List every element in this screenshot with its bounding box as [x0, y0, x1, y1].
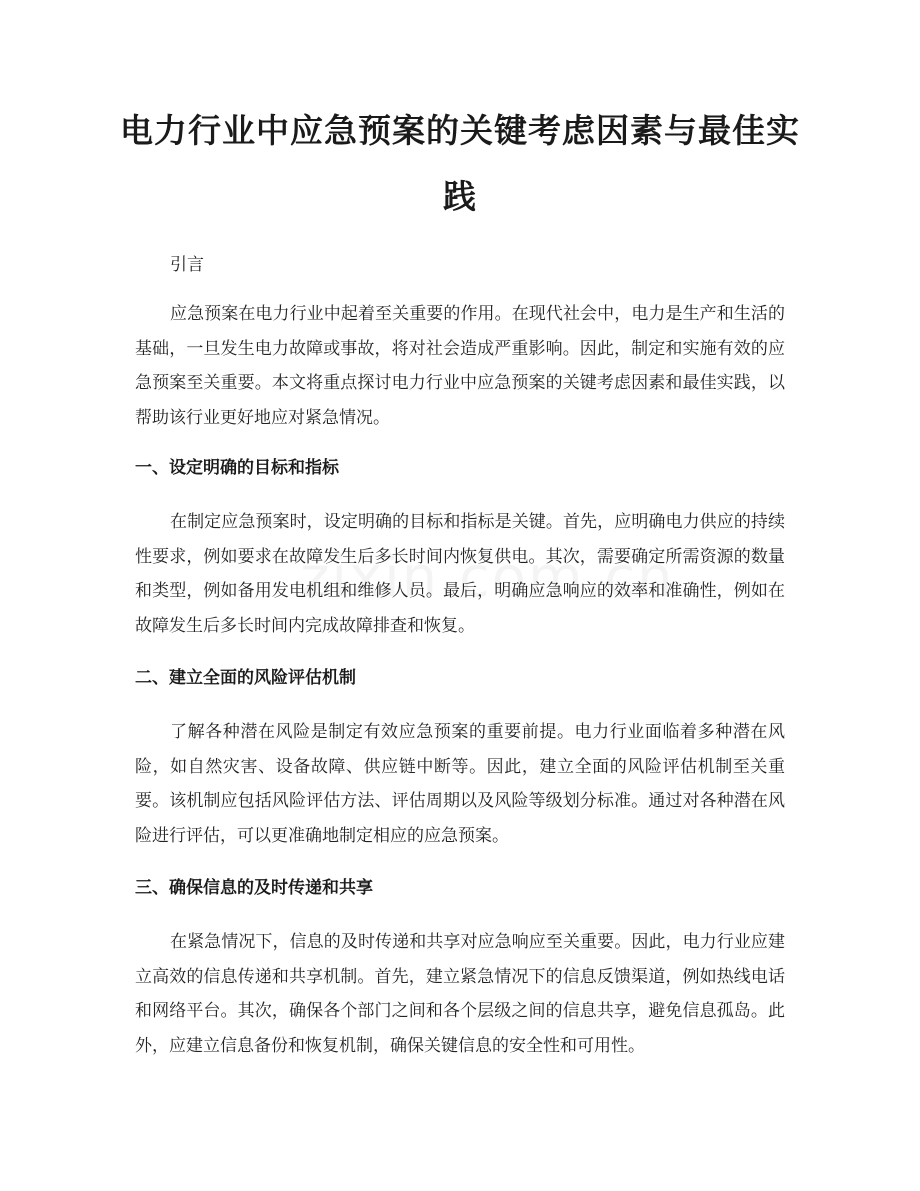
- section-2-paragraph: 了解各种潜在风险是制定有效应急预案的重要前提。电力行业面临着多种潜在风险，如自然灾害、设备故障、供应链中断等。因此，建立全面的风险评估机制至关重要。该机制应包括风险评估方法、评估周期以及风险等级划分标准。通过对各种潜在风险进行评估，可以更准确地制定相应的应急预案。: [135, 722, 785, 846]
- section-2-heading: 二、建立全面的风险评估机制: [135, 668, 356, 688]
- section-1-paragraph: 在制定应急预案时，设定明确的目标和指标是关键。首先，应明确电力供应的持续性要求，例如要求在故障发生后多长时间内恢复供电。其次，需要确定所需资源的数量和类型，例如备用发电机组和维修人员。最后，明确应急响应的效率和准确性，例如在故障发生后多长时间内完成故障排查和恢复。: [135, 512, 785, 636]
- section-3-heading: 三、确保信息的及时传递和共享: [135, 878, 373, 898]
- section-1-heading: 一、设定明确的目标和指标: [135, 458, 339, 478]
- intro-label: 引言: [170, 255, 204, 275]
- document-title: 电力行业中应急预案的关键考虑因素与最佳实践: [120, 111, 800, 216]
- section-3-paragraph: 在紧急情况下，信息的及时传递和共享对应急响应至关重要。因此，电力行业应建立高效的信息传递和共享机制。首先，建立紧急情况下的信息反馈渠道，例如热线电话和网络平台。其次，确保各个部门之间和各个层级之间的信息共享，避免信息孤岛。此外，应建立信息备份和恢复机制，确保关键信息的安全性和可用性。: [135, 932, 785, 1056]
- intro-paragraph: 应急预案在电力行业中起着至关重要的作用。在现代社会中，电力是生产和生活的基础，一旦发生电力故障或事故，将对社会造成严重影响。因此，制定和实施有效的应急预案至关重要。本文将重点探讨电力行业中应急预案的关键考虑因素和最佳实践，以帮助该行业更好地应对紧急情况。: [135, 304, 785, 428]
